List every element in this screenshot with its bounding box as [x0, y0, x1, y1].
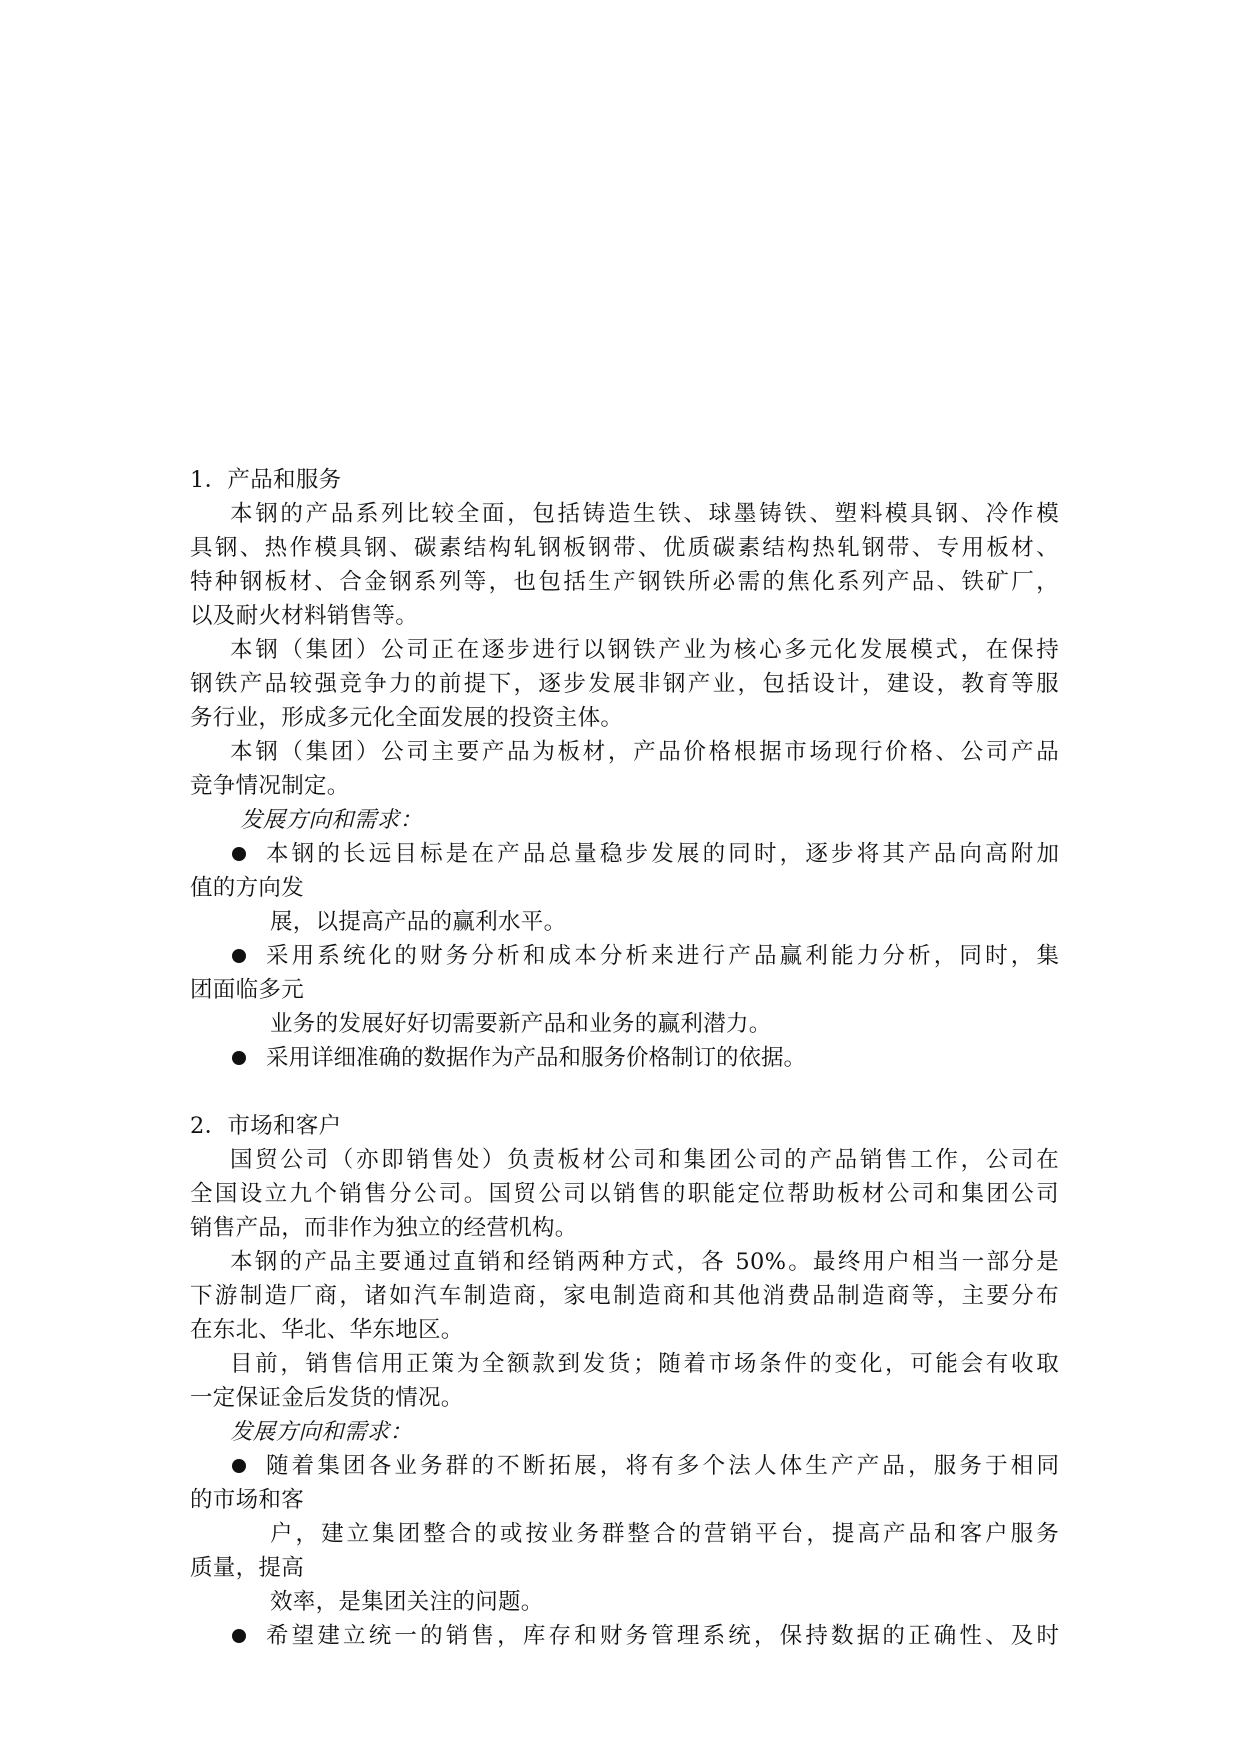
s1-bullet-3 [232, 1041, 1059, 1075]
s2-p2-line-2: 下游制造厂商，诸如汽车制造商，家电制造商和其他消费品制造商等，主要分布 [190, 1283, 1059, 1309]
s2-bullet-1-line-5: 效率，是集团关注的问题。 [270, 1589, 544, 1615]
s1-p3-line-2: 竞争情况制定。 [190, 773, 350, 799]
s1-bullet-1-text: 本钢的长远目标是在产品总量稳步发展的同时，逐步将其产品向高附加 [266, 841, 1059, 867]
s2-p2-line-3: 在东北、华北、华东地区。 [190, 1317, 464, 1343]
s1-bullet-2-line-3: 业务的发展好好切需要新产品和业务的赢利潜力。 [270, 1011, 772, 1037]
s2-bullet-2-text: 希望建立统一的销售，库存和财务管理系统，保持数据的正确性、及时 [266, 1623, 1059, 1649]
s1-bullet-2-line-2: 团面临多元 [190, 977, 305, 1003]
s2-bullet-1-line-3: 户，建立集团整合的或按业务群整合的营销平台，提高产品和客户服务 [270, 1521, 1059, 1547]
s1-p1-line-3: 特种钢板材、合金钢系列等，也包括生产钢铁所必需的焦化系列产品、铁矿厂， [190, 569, 1059, 595]
s1-p2-line-3: 务行业，形成多元化全面发展的投资主体。 [190, 705, 624, 731]
s1-bullet-1 [232, 837, 1059, 871]
s1-bullet-2 [232, 939, 1059, 973]
s1-p2-line-2: 钢铁产品较强竞争力的前提下，逐步发展非钢产业，包括设计，建设，教育等服 [190, 671, 1059, 697]
section-1-heading: 1．产品和服务 [190, 467, 342, 493]
bullet-dot-icon [232, 1051, 246, 1065]
bullet-dot-icon [232, 1629, 246, 1643]
s2-p2-line-1: 本钢的产品主要通过直销和经销两种方式，各 50%。最终用户相当一部分是 [230, 1249, 1059, 1275]
s2-bullet-1-line-2: 的市场和客 [190, 1487, 305, 1513]
bullet-dot-icon [232, 949, 246, 963]
s1-p1-line-4: 以及耐火材料销售等。 [190, 603, 419, 629]
bullet-dot-icon [232, 847, 246, 861]
s1-p1-line-2: 具钢、热作模具钢、碳素结构轧钢板钢带、优质碳素结构热轧钢带、专用板材、 [190, 535, 1059, 561]
s2-bullet-2 [232, 1619, 1059, 1653]
s2-p1-line-1: 国贸公司（亦即销售处）负责板材公司和集团公司的产品销售工作，公司在 [230, 1147, 1059, 1173]
s2-p3-line-2: 一定保证金后发货的情况。 [190, 1385, 464, 1411]
s2-p1-line-2: 全国设立九个销售分公司。国贸公司以销售的职能定位帮助板材公司和集团公司 [190, 1181, 1059, 1207]
s1-bullet-1-line-3: 展，以提高产品的赢利水平。 [270, 909, 567, 935]
s2-bullet-1-line-4: 质量，提高 [190, 1555, 305, 1581]
s1-needs-label: 发展方向和需求： [240, 807, 423, 833]
s1-bullet-3-text: 采用详细准确的数据作为产品和服务价格制订的依据。 [266, 1045, 807, 1071]
section-2-heading: 2．市场和客户 [190, 1113, 342, 1139]
s1-bullet-1-line-2: 值的方向发 [190, 875, 305, 901]
s1-p3-line-1: 本钢（集团）公司主要产品为板材，产品价格根据市场现行价格、公司产品 [230, 739, 1059, 765]
s1-bullet-2-text: 采用系统化的财务分析和成本分析来进行产品赢利能力分析，同时，集 [266, 943, 1059, 969]
s1-p2-line-1: 本钢（集团）公司正在逐步进行以钢铁产业为核心多元化发展模式，在保持 [230, 637, 1059, 663]
s2-p1-line-3: 销售产品，而非作为独立的经营机构。 [190, 1215, 578, 1241]
s2-needs-label: 发展方向和需求： [230, 1419, 413, 1445]
s2-bullet-1 [232, 1449, 1059, 1483]
s2-p3-line-1: 目前，销售信用正策为全额款到发货；随着市场条件的变化，可能会有收取 [230, 1351, 1059, 1377]
s1-p1-line-1: 本钢的产品系列比较全面，包括铸造生铁、球墨铸铁、塑料模具钢、冷作模 [230, 501, 1059, 527]
bullet-dot-icon [232, 1459, 246, 1473]
s2-bullet-1-text: 随着集团各业务群的不断拓展，将有多个法人体生产产品，服务于相同 [266, 1453, 1059, 1479]
